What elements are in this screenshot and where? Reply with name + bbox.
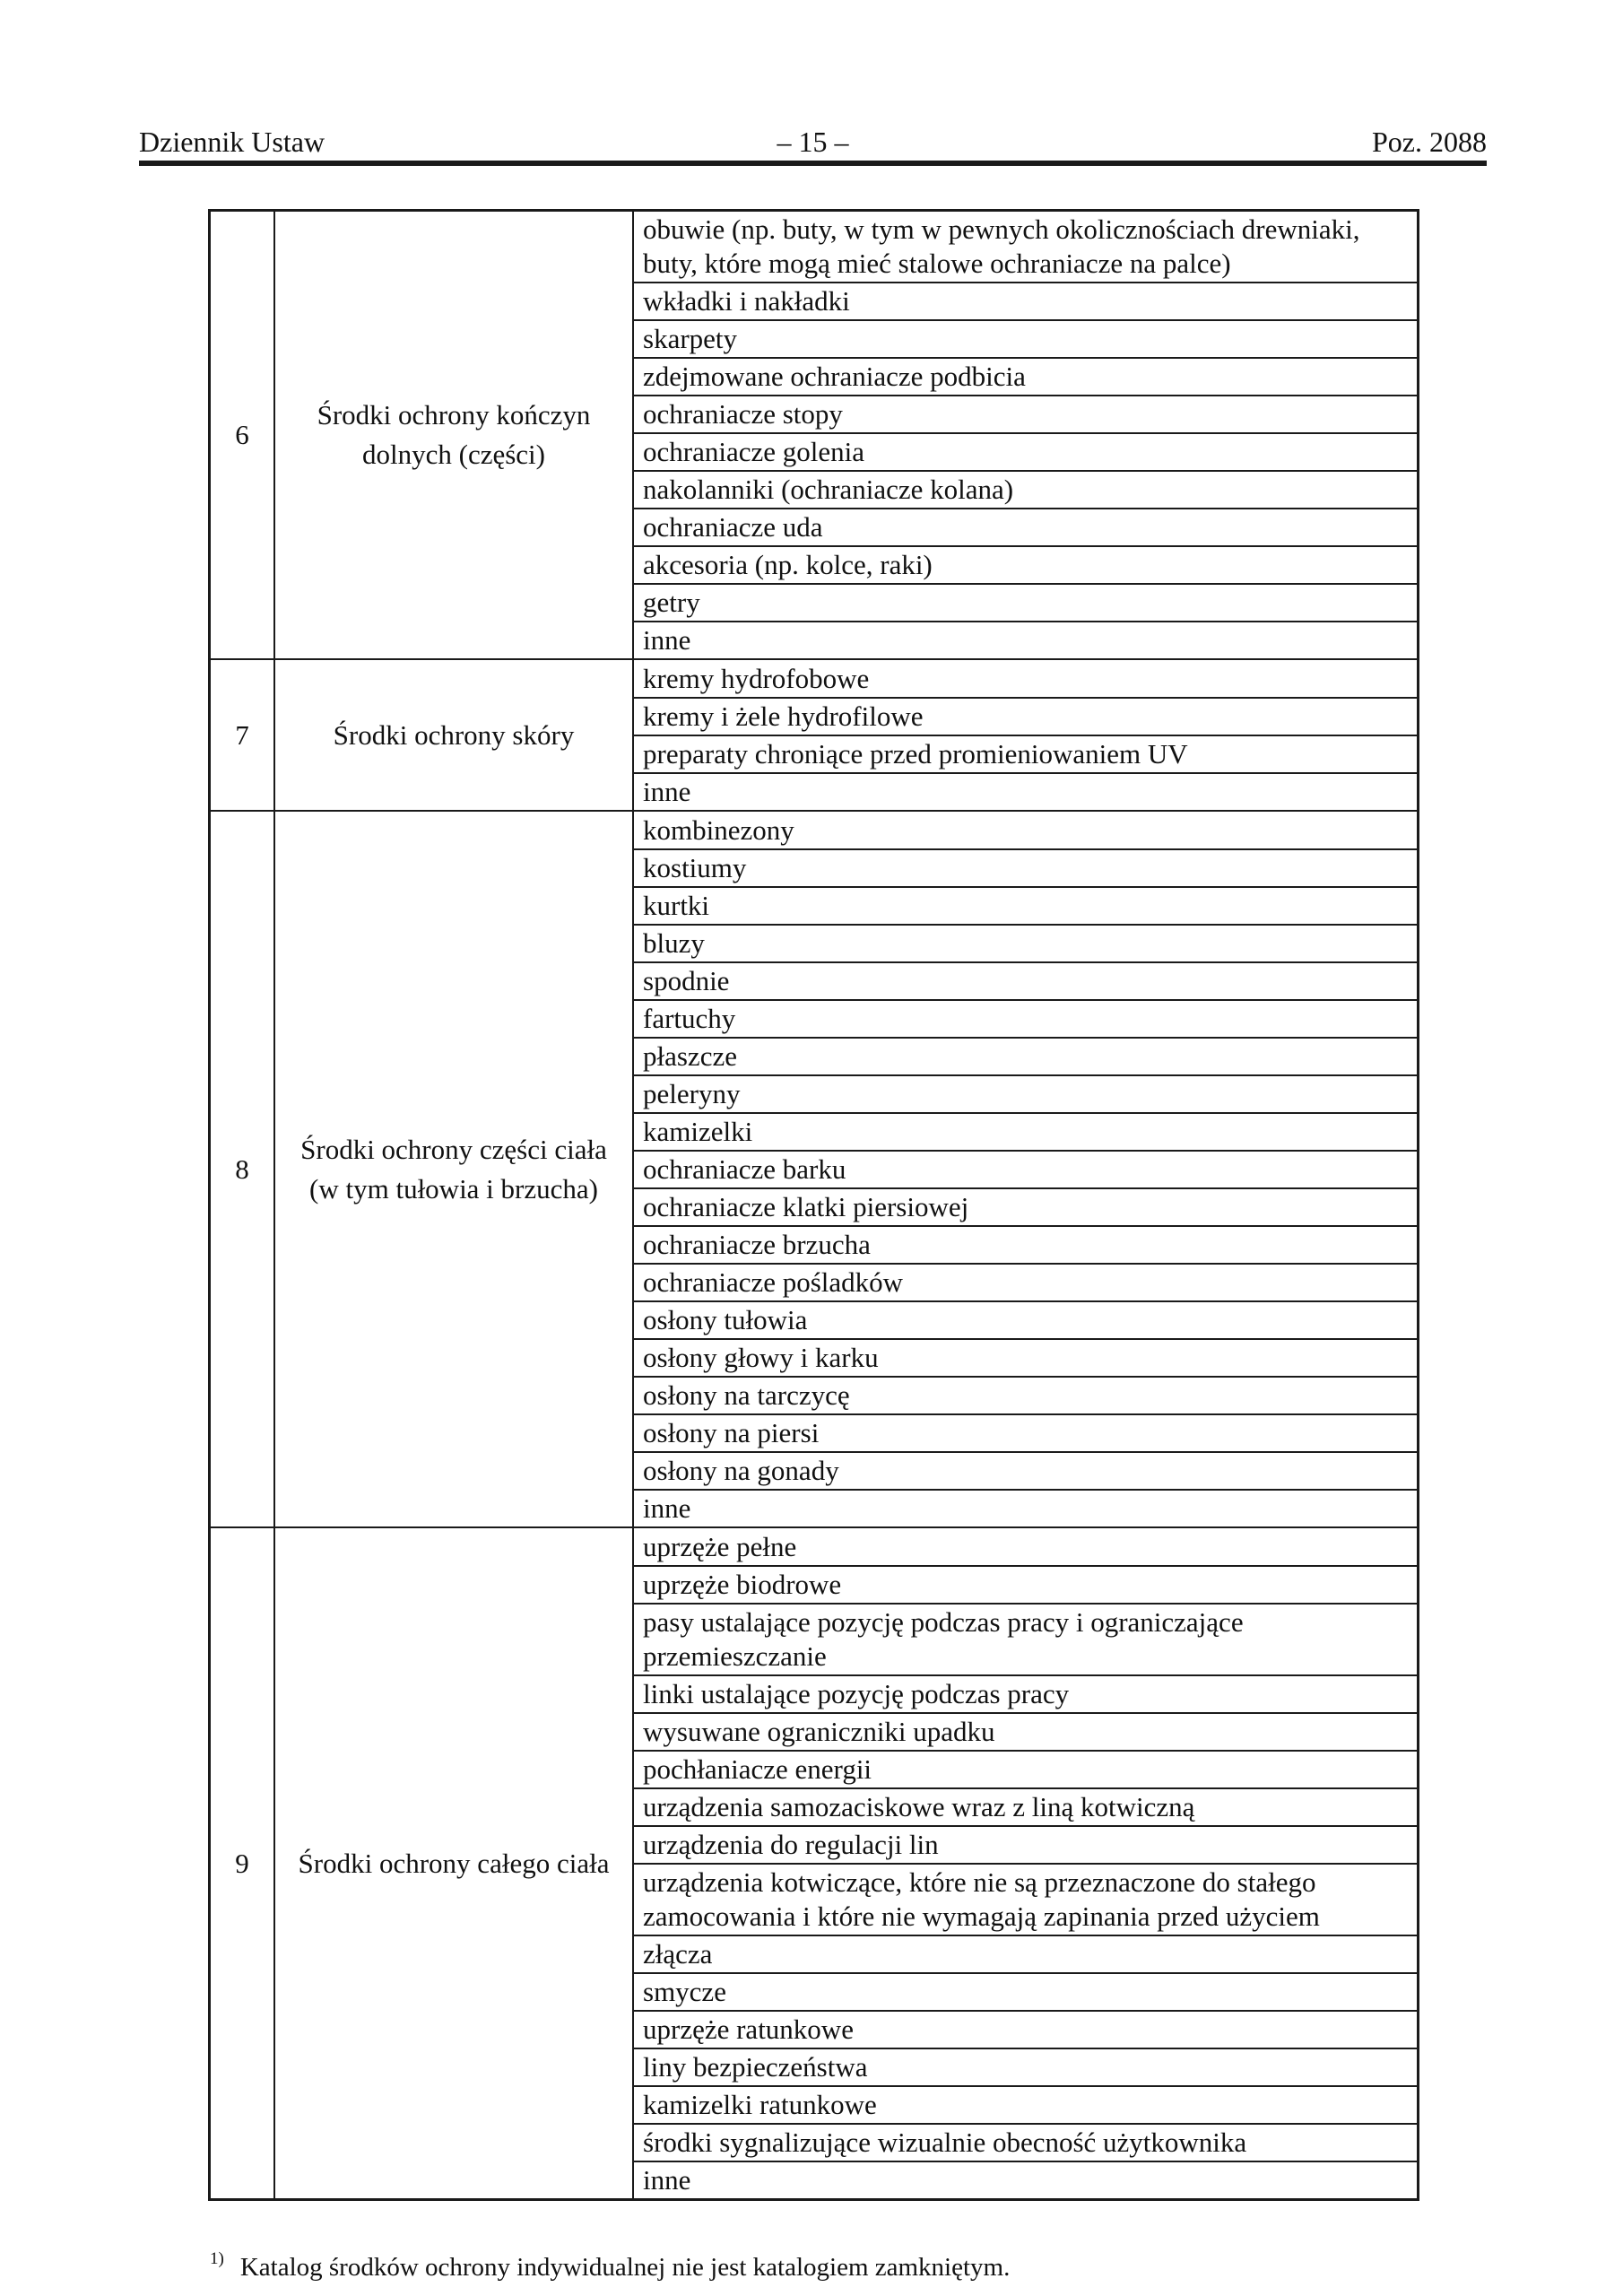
section-category-cell (275, 1528, 634, 2198)
table-section-8 (211, 810, 1417, 1526)
item-cell: złącza (634, 1935, 1417, 1972)
journal-title: Dziennik Ustaw (139, 126, 325, 158)
item-cell: peleryny (634, 1074, 1417, 1112)
item-cell: wkładki i nakładki (634, 282, 1417, 319)
item-cell: uprzęże ratunkowe (634, 2010, 1417, 2048)
table-section-7 (211, 658, 1417, 810)
section-number-cell (211, 212, 275, 658)
item-cell: pasy ustalające pozycję podczas pracy i ograniczające przemieszczanie (634, 1603, 1417, 1674)
section-number: 6 (235, 419, 249, 450)
item-cell: ochraniacze golenia (634, 432, 1417, 470)
item-cell: inne (634, 772, 1417, 810)
item-cell: liny bezpieczeństwa (634, 2048, 1417, 2085)
item-cell: spodnie (634, 961, 1417, 999)
item-cell: getry (634, 583, 1417, 621)
page-number: – 15 – (777, 126, 849, 158)
item-cell: inne (634, 2161, 1417, 2198)
item-cell: preparaty chroniące przed promieniowaniem UV (634, 735, 1417, 772)
item-cell: wysuwane ograniczniki upadku (634, 1712, 1417, 1750)
section-category: Środki ochrony całego ciała (298, 1847, 610, 1879)
section-category: Środki ochrony części ciała (w tym tułowia i brzucha) (300, 1133, 607, 1205)
section-category-cell (275, 212, 634, 658)
section-number: 9 (235, 1847, 249, 1879)
item-cell: nakolanniki (ochraniacze kolana) (634, 470, 1417, 508)
item-cell: ochraniacze uda (634, 508, 1417, 545)
header-rule (139, 161, 1487, 166)
item-cell: uprzęże biodrowe (634, 1565, 1417, 1603)
item-cell: urządzenia kotwiczące, które nie są przeznaczone do stałego zamocowania i które nie wymagają zapinania przed użyciem (634, 1863, 1417, 1935)
item-cell: smycze (634, 1972, 1417, 2010)
item-cell: ochraniacze klatki piersiowej (634, 1187, 1417, 1225)
item-cell: ochraniacze brzucha (634, 1225, 1417, 1263)
item-cell: linki ustalające pozycję podczas pracy (634, 1674, 1417, 1712)
item-cell: osłony na gonady (634, 1451, 1417, 1489)
item-cell: obuwie (np. buty, w tym w pewnych okolicznościach drewniaki, buty, które mogą mieć stalowe ochraniacze na palce) (643, 213, 1360, 279)
footnote-text: Katalog środków ochrony indywidualnej nie jest katalogiem zamkniętym. (239, 2253, 1011, 2282)
item-cell: osłony na piersi (634, 1413, 1417, 1451)
item-cell: bluzy (634, 924, 1417, 961)
item-cell: kremy hydrofobowe (643, 662, 870, 694)
item-cell: osłony głowy i karku (634, 1338, 1417, 1376)
section-category: Środki ochrony skóry (333, 718, 575, 751)
item-cell: osłony tułowia (634, 1300, 1417, 1338)
section-items (634, 212, 1417, 658)
item-cell: ochraniacze stopy (634, 395, 1417, 432)
page-content (208, 209, 1419, 2284)
item-cell: zdejmowane ochraniacze podbicia (634, 357, 1417, 395)
table-section-6 (211, 212, 1417, 658)
section-category-cell (275, 660, 634, 810)
section-number: 8 (235, 1152, 249, 1185)
section-number-cell (211, 812, 275, 1526)
footnote (210, 2242, 1419, 2284)
item-cell: skarpety (634, 319, 1417, 357)
item-cell: środki sygnalizujące wizualnie obecność użytkownika (634, 2123, 1417, 2161)
item-cell: uprzęże pełne (643, 1530, 797, 1562)
page-header (139, 122, 1487, 161)
item-cell: pochłaniacze energii (634, 1750, 1417, 1787)
item-cell: akcesoria (np. kolce, raki) (634, 545, 1417, 583)
item-cell: kamizelki (634, 1112, 1417, 1150)
position-number: Poz. 2088 (1372, 126, 1487, 158)
item-cell: kremy i żele hydrofilowe (634, 697, 1417, 735)
section-items (634, 1528, 1417, 2198)
section-number-cell (211, 660, 275, 810)
section-number-cell (211, 1528, 275, 2198)
item-cell: płaszcze (634, 1037, 1417, 1074)
item-cell: osłony na tarczycę (634, 1376, 1417, 1413)
section-category: Środki ochrony kończyn dolnych (części) (317, 399, 591, 470)
item-cell: inne (634, 621, 1417, 658)
item-cell: fartuchy (634, 999, 1417, 1037)
footnote-marker: 1) (210, 2249, 224, 2268)
item-cell: ochraniacze pośladków (634, 1263, 1417, 1300)
item-cell: inne (634, 1489, 1417, 1526)
item-cell: kombinezony (643, 813, 794, 846)
item-cell: kostiumy (634, 848, 1417, 886)
section-number: 7 (235, 718, 249, 751)
section-items (634, 660, 1417, 810)
table-section-9 (211, 1526, 1417, 2198)
section-category-cell (275, 812, 634, 1526)
item-cell: ochraniacze barku (634, 1150, 1417, 1187)
ppe-catalog-table (208, 209, 1419, 2201)
item-cell: kurtki (634, 886, 1417, 924)
item-cell: kamizelki ratunkowe (634, 2085, 1417, 2123)
item-cell: urządzenia samozaciskowe wraz z liną kotwiczną (634, 1787, 1417, 1825)
item-cell: urządzenia do regulacji lin (634, 1825, 1417, 1863)
section-items (634, 812, 1417, 1526)
